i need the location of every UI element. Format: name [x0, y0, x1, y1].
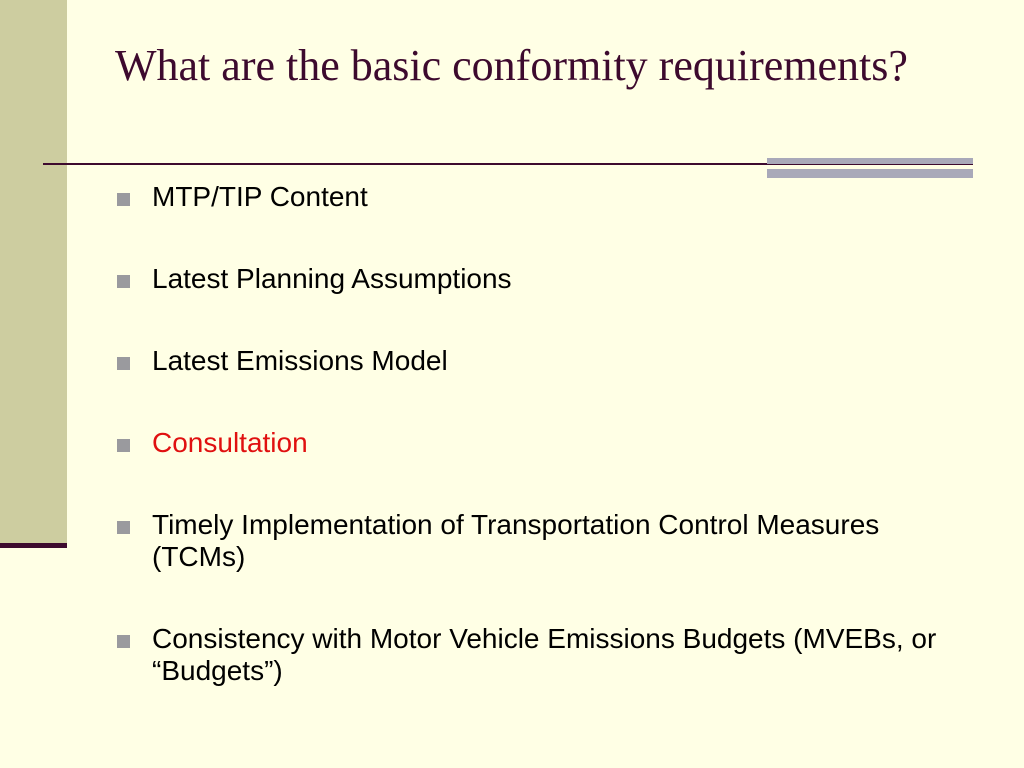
bullet-item-planning-assumptions [117, 263, 977, 295]
bullet-item-emissions-model [117, 345, 977, 377]
bullet-item-consultation [117, 427, 977, 459]
decorative-bar-bottom [767, 169, 973, 178]
square-bullet-icon [117, 439, 130, 452]
bullet-item-budget-consistency [117, 623, 977, 687]
decorative-bars [767, 158, 973, 180]
bullet-item-mtp-tip-content [117, 181, 977, 213]
bullet-text: Latest Planning Assumptions [152, 263, 512, 294]
bullet-item-tcm-implementation [117, 509, 977, 573]
decorative-bar-top [767, 158, 973, 164]
bullet-list [117, 181, 977, 737]
bullet-text: Timely Implementation of Transportation Control Measures (TCMs) [152, 509, 880, 572]
square-bullet-icon [117, 275, 130, 288]
slide-title: What are the basic conformity requirements? [115, 41, 908, 90]
square-bullet-icon [117, 521, 130, 534]
square-bullet-icon [117, 635, 130, 648]
bullet-text: Consistency with Motor Vehicle Emissions Budgets (MVEBs, or “Budgets”) [152, 623, 937, 686]
bullet-text: Latest Emissions Model [152, 345, 448, 376]
left-accent-bar [0, 543, 67, 548]
square-bullet-icon [117, 357, 130, 370]
bullet-text: MTP/TIP Content [152, 181, 368, 212]
bullet-text-highlighted: Consultation [152, 427, 308, 458]
left-decorative-band [0, 0, 67, 544]
square-bullet-icon [117, 193, 130, 206]
